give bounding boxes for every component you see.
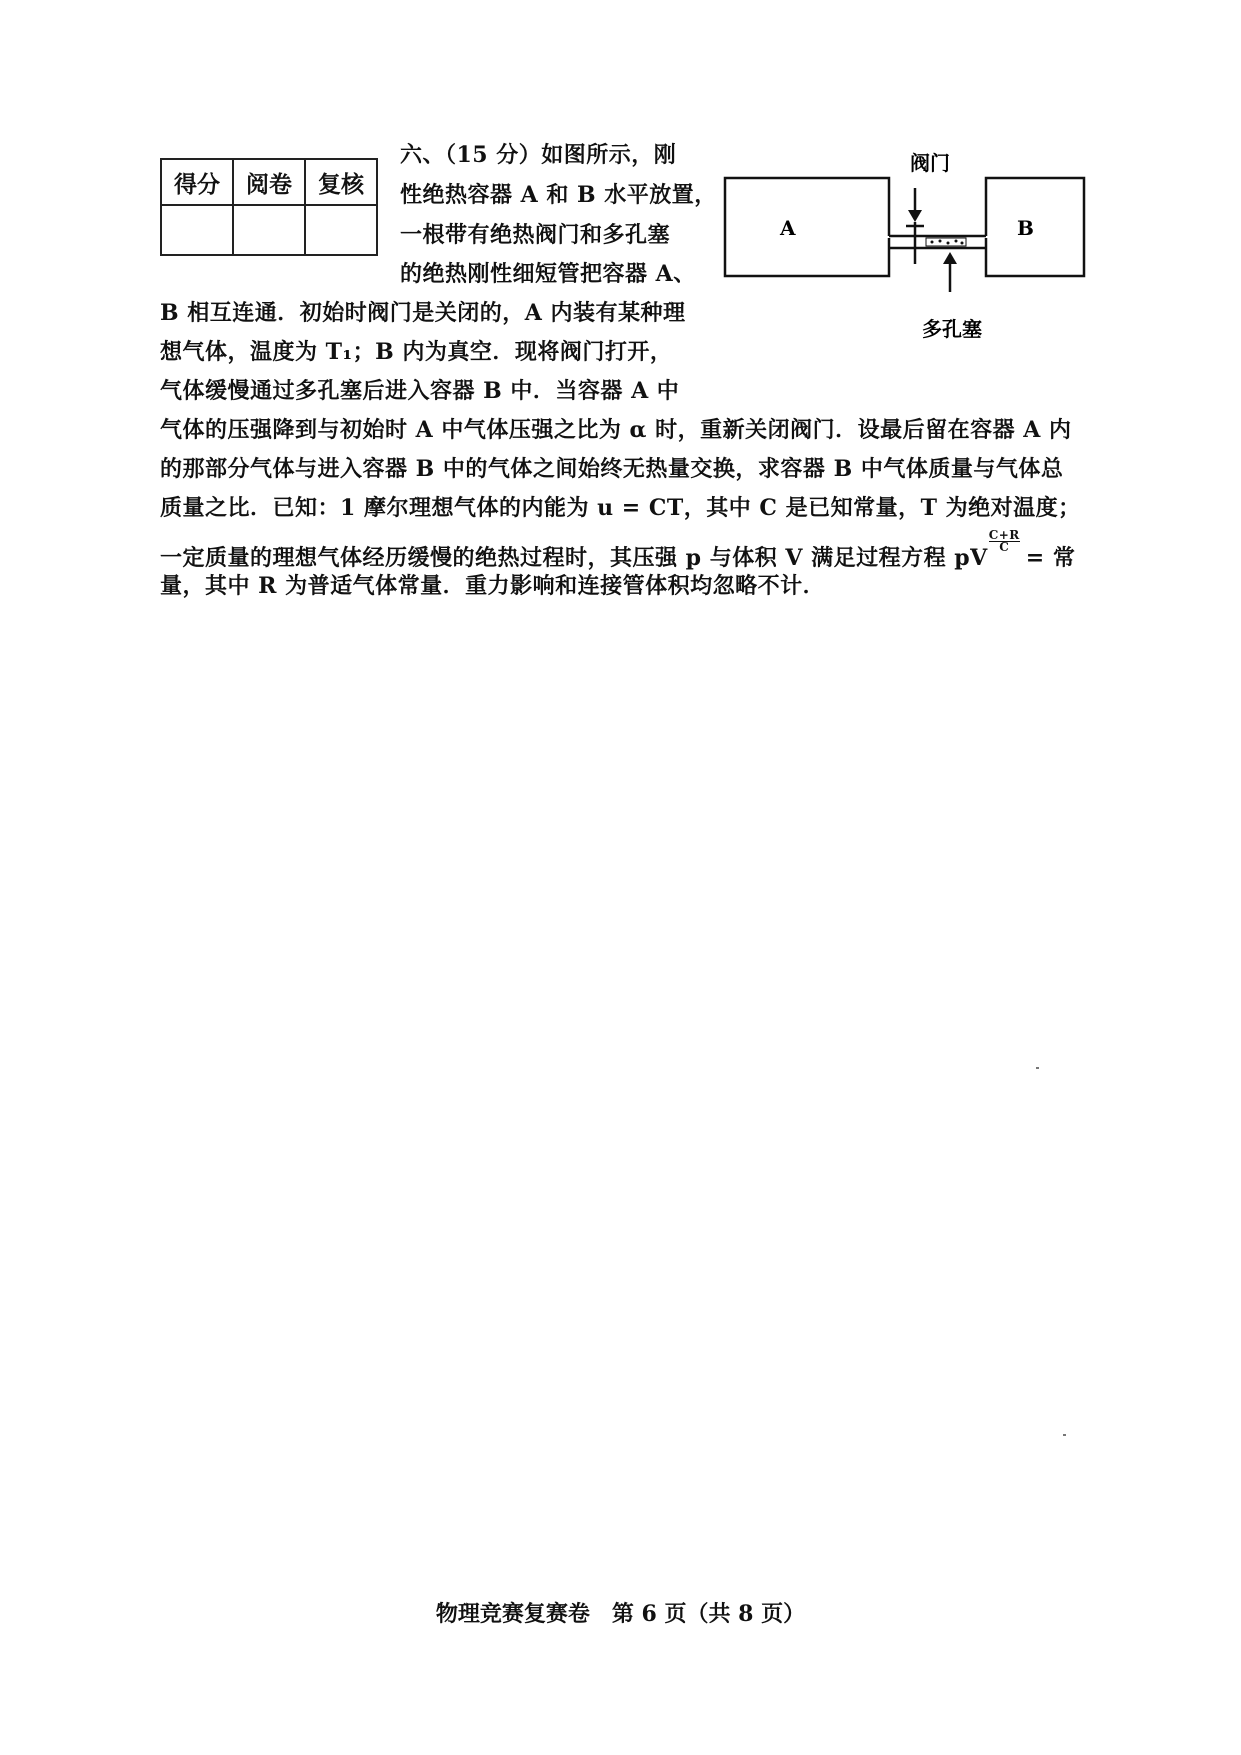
score-table bbox=[160, 158, 378, 256]
score-table-entry-row bbox=[161, 205, 377, 255]
page-footer: 物理竞赛复赛卷 第 6 页（共 8 页） bbox=[435, 1601, 806, 1627]
score-header-check: 复核 bbox=[305, 159, 377, 205]
score-cell-review bbox=[233, 205, 305, 255]
problem-line-5: B 相互连通．初始时阀门是关闭的，A 内装有某种理 bbox=[160, 300, 686, 326]
score-cell-score bbox=[161, 205, 233, 255]
score-header-score: 得分 bbox=[161, 159, 233, 205]
problem-line-2: 性绝热容器 A 和 B 水平放置， bbox=[400, 182, 717, 208]
problem-line-1: 六、（15 分）如图所示，刚 bbox=[400, 142, 677, 168]
problem-line-11 bbox=[160, 530, 1075, 572]
exponent-numerator: C+R bbox=[988, 528, 1020, 542]
score-table-header-row bbox=[161, 159, 377, 205]
problem-line-3: 一根带有绝热阀门和多孔塞 bbox=[400, 222, 671, 248]
apparatus-diagram bbox=[722, 140, 1092, 350]
problem-line-11-text: 一定质量的理想气体经历缓慢的绝热过程时，其压强 p 与体积 V 满足过程方程 pV bbox=[160, 545, 988, 571]
problem-line-6: 想气体，温度为 T₁；B 内为真空．现将阀门打开， bbox=[160, 339, 673, 365]
problem-line-7: 气体缓慢通过多孔塞后进入容器 B 中．当容器 A 中 bbox=[160, 378, 680, 404]
scan-speck bbox=[1036, 1067, 1039, 1069]
valve-arrow-icon bbox=[908, 188, 922, 222]
scan-speck bbox=[1063, 1434, 1066, 1436]
score-cell-check bbox=[305, 205, 377, 255]
score-header-review: 阅卷 bbox=[233, 159, 305, 205]
container-b-outline bbox=[986, 178, 1084, 276]
valve-icon bbox=[906, 222, 924, 264]
problem-line-11-tail: = 常 bbox=[1025, 545, 1076, 571]
problem-line-8: 气体的压强降到与初始时 A 中气体压强之比为 α 时，重新关闭阀门．设最后留在容器 A 内 bbox=[160, 417, 1072, 443]
problem-line-9: 的那部分气体与进入容器 B 中的气体之间始终无热量交换，求容器 B 中气体质量与气体总 bbox=[160, 456, 1064, 482]
label-a: A bbox=[780, 216, 796, 240]
label-b: B bbox=[1017, 216, 1034, 240]
problem-line-10: 质量之比．已知：1 摩尔理想气体的内能为 u = CT，其中 C 是已知常量，T 为绝对温度； bbox=[160, 495, 1081, 521]
adiabatic-exponent bbox=[989, 530, 1020, 553]
problem-line-12: 量，其中 R 为普适气体常量．重力影响和连接管体积均忽略不计． bbox=[160, 573, 826, 599]
plug-arrow-icon bbox=[943, 252, 957, 292]
label-plug: 多孔塞 bbox=[922, 317, 982, 341]
label-valve: 阀门 bbox=[910, 151, 950, 175]
container-a-outline bbox=[725, 178, 889, 276]
exponent-denominator: C bbox=[999, 540, 1010, 554]
porous-plug-icon bbox=[926, 238, 966, 246]
problem-line-4: 的绝热刚性细短管把容器 A、 bbox=[400, 261, 696, 287]
